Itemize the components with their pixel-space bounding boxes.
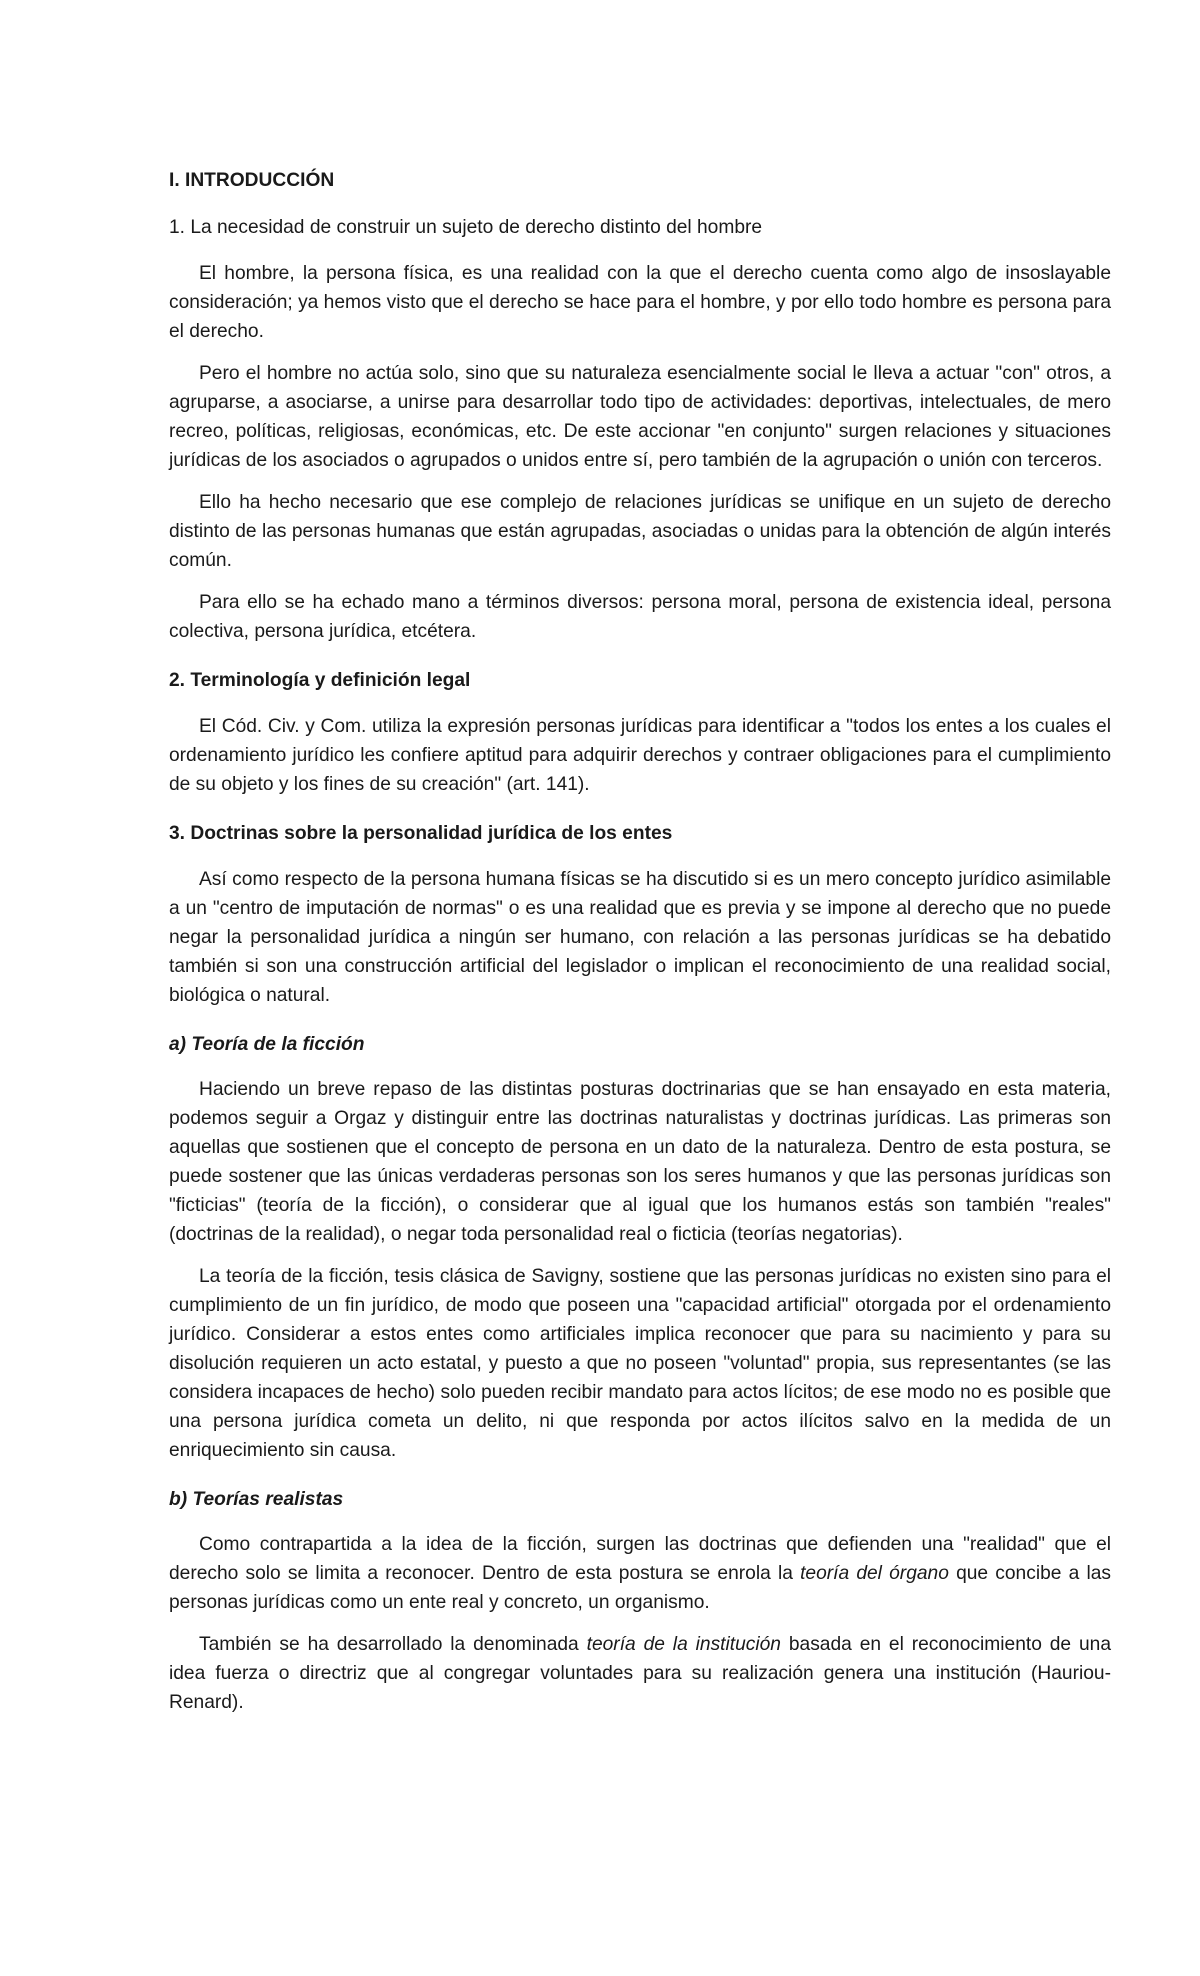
heading-b: b) Teorías realistas (169, 1489, 344, 1510)
heading-1: 1. La necesidad de construir un sujeto de derecho distinto del hombre (169, 217, 763, 238)
paragraph: El Cód. Civ. y Com. utiliza la expresión personas jurídicas para identificar a "todos los entes a los cuales el ordenamiento jurídico les confiere aptitud para adquirir derechos y contraer obligaciones para el cumplimiento de su objeto y los fines de su creación" (art. 141). (169, 716, 1111, 795)
text-span: que concibe a las personas jurídicas como un ente real y concreto, un organismo. (169, 1563, 1112, 1613)
paragraph: Haciendo un breve repaso de las distintas posturas doctrinarias que se han ensayado en esta materia, podemos seguir a Orgaz y distinguir entre las doctrinas naturalistas y doctrinas jurídicas. Las primeras son aquellas que sostienen que el concepto de persona en un dato de la naturaleza. Dentro de esta postura, se puede sostener que las únicas verdaderas personas son los seres humanos y que las personas jurídicas son "ficticias" (teoría de la ficción), o considerar que al igual que los humanos estás son también "reales" (doctrinas de la realidad), o negar toda personalidad real o ficticia (teorías negatorias). (169, 1079, 1111, 1245)
heading-a: a) Teoría de la ficción (169, 1034, 365, 1055)
emphasis: teoría de la institución (586, 1634, 781, 1655)
heading-2: 2. Terminología y definición legal (169, 670, 471, 691)
text-span: También se ha desarrollado la denominada (199, 1634, 587, 1655)
paragraph: Así como respecto de la persona humana físicas se ha discutido si es un mero concepto jurídico asimilable a un "centro de imputación de normas" o es una realidad que es previa y se impone al derecho que no puede negar la personalidad jurídica a ningún ser humano, con relación a las personas jurídicas se ha debatido también si son una construcción artificial del legislador o implican el reconocimiento de una realidad social, biológica o natural. (169, 869, 1111, 1006)
heading-3: 3. Doctrinas sobre la personalidad jurídica de los entes (169, 823, 673, 844)
text-span: basada en el reconocimiento de una idea fuerza o directriz que al congregar voluntades para su realización genera una institución (Hauriou-Renard). (169, 1634, 1112, 1713)
text-span: Como contrapartida a la idea de la ficción, surgen las doctrinas que defienden una "realidad" que el derecho solo se limita a reconocer. Dentro de esta postura se enrola la (169, 1534, 1111, 1584)
section-title: I. INTRODUCCIÓN (169, 170, 335, 191)
paragraph: El hombre, la persona física, es una realidad con la que el derecho cuenta como algo de insoslayable consideración; ya hemos visto que el derecho se hace para el hombre, y por ello todo hombre es persona para el derecho. (169, 263, 1111, 342)
paragraph: Para ello se ha echado mano a términos diversos: persona moral, persona de existencia ideal, persona colectiva, persona jurídica, etcétera. (169, 592, 1111, 642)
emphasis: teoría del órgano (800, 1563, 949, 1584)
paragraph (169, 1630, 1111, 1717)
paragraph: Pero el hombre no actúa solo, sino que su naturaleza esencialmente social le lleva a actuar "con" otros, a agruparse, a asociarse, a unirse para desarrollar todo tipo de actividades: deportivas, intelectuales, de mero recreo, políticas, religiosas, económicas, etc. De este accionar "en conjunto" surgen relaciones y situaciones jurídicas de los asociados o agrupados o unidos entre sí, pero también de la agrupación o unión con terceros. (169, 363, 1111, 471)
paragraph: Ello ha hecho necesario que ese complejo de relaciones jurídicas se unifique en un sujeto de derecho distinto de las personas humanas que están agrupadas, asociadas o unidas para la obtención de algún interés común. (169, 492, 1111, 571)
paragraph (169, 1530, 1111, 1617)
paragraph: La teoría de la ficción, tesis clásica de Savigny, sostiene que las personas jurídicas no existen sino para el cumplimiento de un fin jurídico, de modo que poseen una "capacidad artificial" otorgada por el ordenamiento jurídico. Considerar a estos entes como artificiales implica reconocer que para su nacimiento y para su disolución requieren un acto estatal, y puesto a que no poseen "voluntad" propia, sus representantes (se las considera incapaces de hecho) solo pueden recibir mandato para actos lícitos; de ese modo no es posible que una persona jurídica cometa un delito, ni que responda por actos ilícitos salvo en la medida de un enriquecimiento sin causa. (169, 1266, 1111, 1461)
